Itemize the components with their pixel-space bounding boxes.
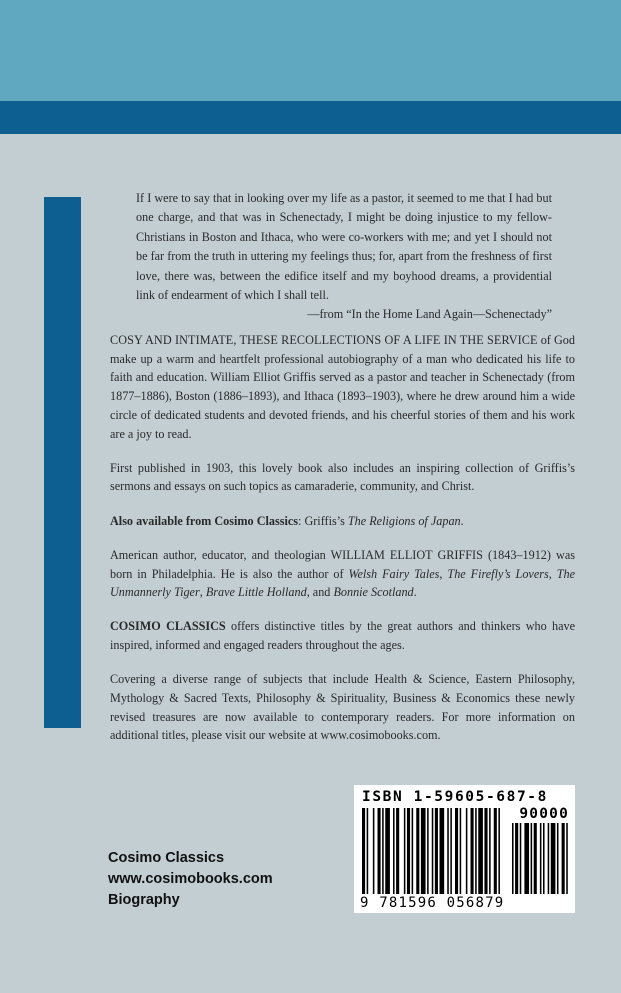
publisher-website: www.cosimobooks.com <box>108 871 273 887</box>
barcode-addon-bar <box>515 823 518 894</box>
barcode-bar <box>498 808 500 894</box>
back-cover-copy <box>110 331 575 761</box>
publisher-footer <box>108 848 273 911</box>
barcode-bar <box>484 808 487 894</box>
barcode-bar <box>393 808 395 894</box>
barcode-bar <box>378 808 381 894</box>
price-code: 90000 <box>519 806 569 822</box>
barcode-bar <box>450 808 452 894</box>
ean-digits: 9 781596 056879 <box>360 895 505 911</box>
barcode-bar <box>478 808 483 894</box>
isbn-barcode <box>354 785 575 913</box>
barcode-bar <box>362 808 365 894</box>
barcode-addon-bar <box>524 823 529 894</box>
barcode-bar <box>440 808 445 894</box>
barcode-bar <box>427 808 429 894</box>
barcode-bar <box>489 808 491 894</box>
barcode-bar <box>416 808 419 894</box>
barcode-bar <box>494 808 497 894</box>
description-paragraph <box>110 331 575 443</box>
barcode-bar <box>421 808 426 894</box>
covering-paragraph: Covering a diverse range of subjects that include Health & Science, Eastern Philosophy, Mythology & Sacred Texts, Philosophy & Spirituality, Business & Economics these newly revised treasures are now available to contemporary readers. For more information on additional titles, please visit our website at www.cosimobooks.com. <box>110 672 575 743</box>
barcode-bar <box>475 808 477 894</box>
book-category: Biography <box>108 892 180 908</box>
barcode-addon-bar <box>531 823 533 894</box>
first-published-paragraph: First published in 1903, this lovely book also includes an inspiring collection of Griffis’s sermons and essays on such topics as camaraderie, community, and Christ. <box>110 460 575 494</box>
barcode-bar <box>447 808 449 894</box>
description-lead: COSY AND INTIMATE, THESE RECOLLECTIONS OF A LIFE IN THE SERVICE <box>110 333 538 347</box>
barcode-bar <box>412 808 414 894</box>
author-bio-paragraph: American author, educator, and theologian WILLIAM ELLIOT GRIFFIS (1843–1912) was born in Philadelphia. He is also the author of Welsh Fairy Tales, The Firefly’s Lovers, The Unmannerly Tiger, Brave Little Holland, and Bonnie Scotland. <box>110 547 576 600</box>
quote-text: If I were to say that in looking over my life as a pastor, it seemed to me that I had but one charge, and that was in Schenectady, I might be doing injustice to my fellow-Christians in Boston and Ithaca, who were co-workers with me; and yet I should not be far from the truth in uttering my feelings thus; for, apart from the freshness of first love, there was, between the edifice itself and my boyhood dreams, a providential link of endearment of which I shall tell. <box>136 191 552 303</box>
barcode-bar <box>382 808 384 894</box>
barcode-addon-bar <box>520 823 522 894</box>
barcode-addon-bar <box>548 823 550 894</box>
barcode-addon-bar <box>551 823 556 894</box>
barcode-bar <box>435 808 438 894</box>
barcode-addon-bar <box>534 823 537 894</box>
epigraph-quote <box>136 189 552 325</box>
barcode-bar <box>466 808 468 894</box>
barcode-bar <box>432 808 434 894</box>
accent-band <box>0 101 621 134</box>
top-color-band <box>0 0 621 101</box>
barcode-bar <box>404 808 406 894</box>
cosimo-classics-label: COSIMO CLASSICS <box>110 619 226 634</box>
publisher-name: Cosimo Classics <box>108 850 225 866</box>
barcode-addon-bar <box>512 823 514 894</box>
barcode-addon-bar <box>543 823 545 894</box>
barcode-addon-bar <box>562 823 565 894</box>
barcode-addon-bar <box>557 823 559 894</box>
barcode-bar <box>367 808 369 894</box>
quote-attribution: —from “In the Home Land Again—Schenectady” <box>307 307 552 322</box>
also-available-paragraph: Also available from Cosimo Classics: Griffis’s The Religions of Japan. <box>110 513 464 528</box>
isbn-text: ISBN 1-59605-687-8 <box>362 789 548 805</box>
description-rest: of God make up a warm and heartfelt professional autobiography of a man who dedicated his life to faith and education. William Elliot Griffis served as a pastor and teacher in Schenectady (from 1877–1886), Boston (1886–1893), and Ithaca (1893–1903), where he drew around him a wide circle of dedicated students and devoted friends, and his cheerful stories of them and his work are a joy to read. <box>110 333 575 441</box>
side-accent-bar <box>44 197 81 728</box>
cosimo-classics-paragraph: COSIMO CLASSICS offers distinctive titles by the great authors and thinkers who have inspired, informed and engaged readers throughout the ages. <box>110 619 575 653</box>
barcode-bar <box>396 808 399 894</box>
barcode-bar <box>373 808 375 894</box>
barcode-bar <box>471 808 474 894</box>
also-available-title: The Religions of Japan <box>347 513 461 528</box>
barcode-addon-bar <box>566 823 568 894</box>
barcode-bar <box>460 808 462 894</box>
barcode-bar <box>407 808 410 894</box>
barcode-addon-bar <box>540 823 542 894</box>
also-available-label: Also available from Cosimo Classics <box>110 513 299 528</box>
barcode-bar <box>455 808 458 894</box>
barcode-bar <box>385 808 390 894</box>
author-name: WILLIAM ELLIOT GRIFFIS <box>330 547 483 562</box>
